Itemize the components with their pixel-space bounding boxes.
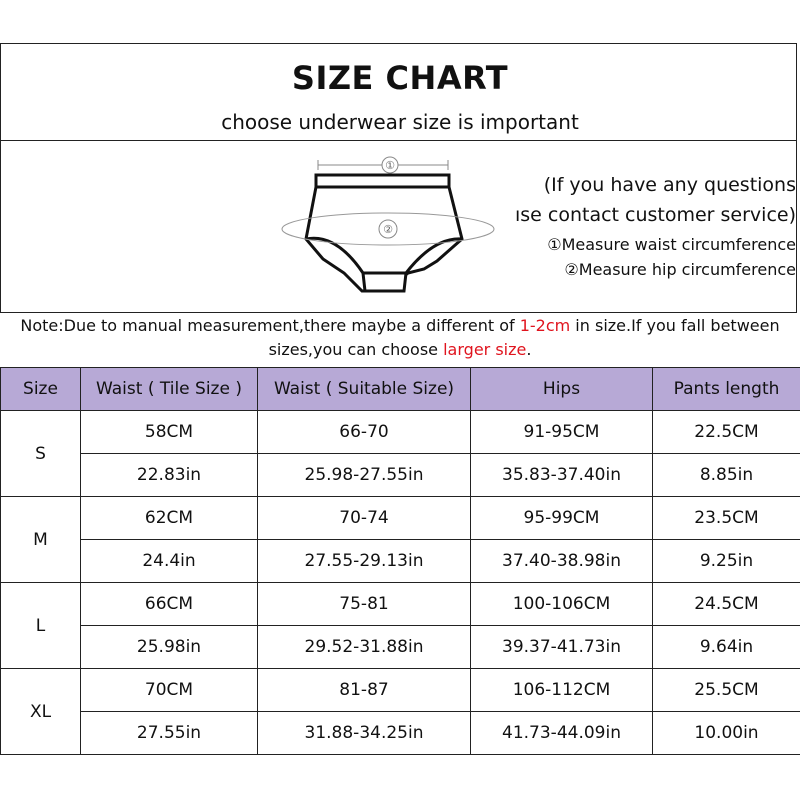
table-cell: 75-81 xyxy=(258,583,471,626)
table-cell: 39.37-41.73in xyxy=(471,626,653,669)
table-cell: 10.00in xyxy=(653,712,800,755)
table-cell: 24.4in xyxy=(81,540,258,583)
table-cell: 100-106CM xyxy=(471,583,653,626)
illustration-panel xyxy=(0,141,797,313)
table-cell: 22.83in xyxy=(81,454,258,497)
table-cell: 91-95CM xyxy=(471,411,653,454)
size-cell: L xyxy=(1,583,81,669)
table-cell: 41.73-44.09in xyxy=(471,712,653,755)
note-highlight-1: 1-2cm xyxy=(519,316,571,335)
table-cell: 23.5CM xyxy=(653,497,800,540)
table-cell: 35.83-37.40in xyxy=(471,454,653,497)
table-cell: 66-70 xyxy=(258,411,471,454)
table-cell: 95-99CM xyxy=(471,497,653,540)
hip-marker: ② xyxy=(383,223,393,236)
header-pants-length: Pants length xyxy=(653,368,800,411)
table-cell: 70-74 xyxy=(258,497,471,540)
table-cell: 25.5CM xyxy=(653,669,800,712)
size-cell: M xyxy=(1,497,81,583)
header-waist-suitable: Waist ( Suitable Size) xyxy=(258,368,471,411)
table-row xyxy=(1,583,800,626)
size-table xyxy=(0,367,800,755)
table-cell: 22.5CM xyxy=(653,411,800,454)
header-hips: Hips xyxy=(471,368,653,411)
measure-waist-text: ①Measure waist circumference xyxy=(547,235,796,254)
note-highlight-2: larger size xyxy=(443,340,527,359)
table-row xyxy=(1,540,800,583)
table-cell: 31.88-34.25in xyxy=(258,712,471,755)
size-cell: S xyxy=(1,411,81,497)
table-cell: 106-112CM xyxy=(471,669,653,712)
table-row xyxy=(1,454,800,497)
underwear-diagram xyxy=(266,141,526,313)
waist-marker: ① xyxy=(385,159,395,172)
table-row xyxy=(1,497,800,540)
questions-line-1: (If you have any questions xyxy=(543,174,796,196)
table-cell: 66CM xyxy=(81,583,258,626)
questions-line-2: ıse contact customer service) xyxy=(514,204,796,226)
measurement-note xyxy=(0,313,800,367)
table-cell: 37.40-38.98in xyxy=(471,540,653,583)
header-waist-tile: Waist ( Tile Size ) xyxy=(81,368,258,411)
table-row xyxy=(1,411,800,454)
header-size: Size xyxy=(1,368,81,411)
table-row xyxy=(1,712,800,755)
note-text-3: . xyxy=(526,340,532,359)
note-text-2: in size.If you fall between sizes,you can choose xyxy=(268,316,780,359)
size-cell: XL xyxy=(1,669,81,755)
table-cell: 9.25in xyxy=(653,540,800,583)
table-cell: 24.5CM xyxy=(653,583,800,626)
note-text-1: Note:Due to manual measurement,there maybe a different of xyxy=(20,316,520,335)
table-cell: 8.85in xyxy=(653,454,800,497)
table-cell: 81-87 xyxy=(258,669,471,712)
table-row xyxy=(1,626,800,669)
table-cell: 25.98in xyxy=(81,626,258,669)
page-subtitle: choose underwear size is important xyxy=(221,110,579,134)
table-cell: 62CM xyxy=(81,497,258,540)
table-cell: 25.98-27.55in xyxy=(258,454,471,497)
table-row xyxy=(1,669,800,712)
table-cell: 27.55-29.13in xyxy=(258,540,471,583)
page-title: SIZE CHART xyxy=(291,59,509,97)
measure-hip-text: ②Measure hip circumference xyxy=(564,260,796,279)
table-cell: 58CM xyxy=(81,411,258,454)
table-header-row xyxy=(1,368,800,411)
table-cell: 29.52-31.88in xyxy=(258,626,471,669)
table-cell: 27.55in xyxy=(81,712,258,755)
table-cell: 9.64in xyxy=(653,626,800,669)
table-cell: 70CM xyxy=(81,669,258,712)
